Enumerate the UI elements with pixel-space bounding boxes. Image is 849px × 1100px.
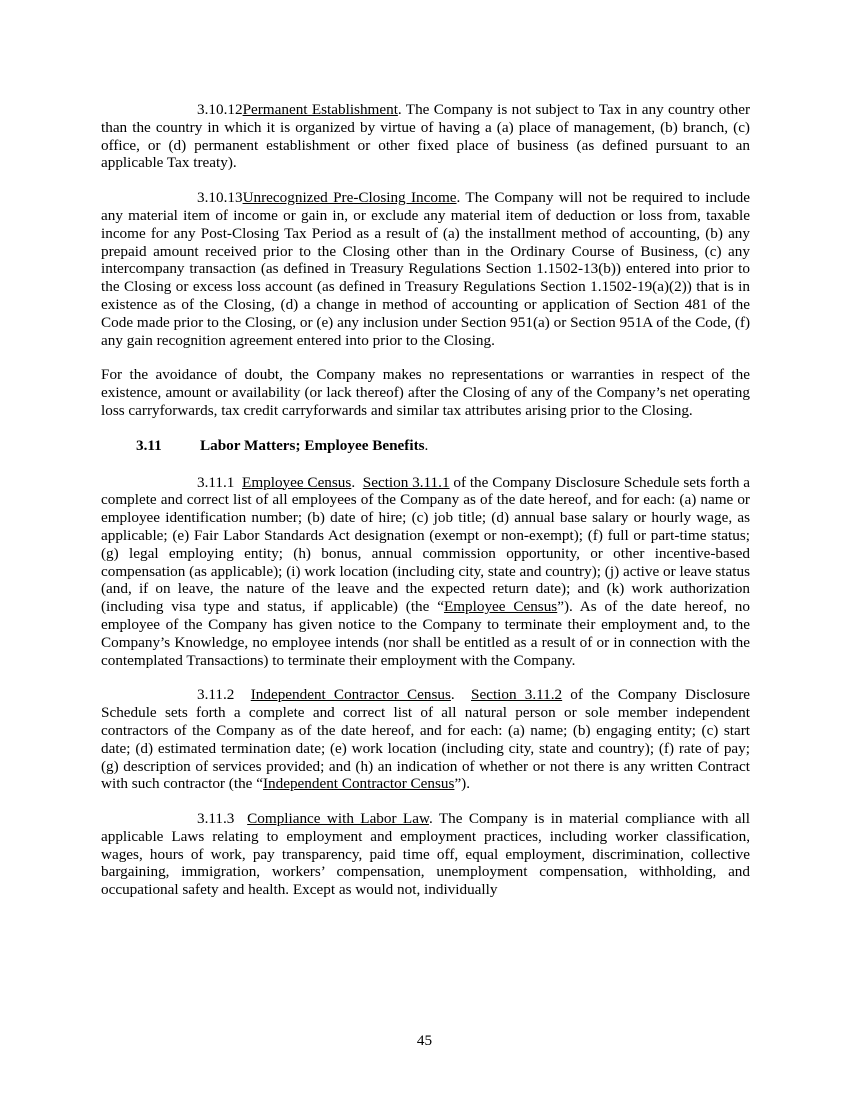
title-separator: . [450, 686, 472, 704]
section-number: 3.11.1 [197, 473, 243, 491]
schedule-reference: Section 3.11.1 [362, 473, 450, 491]
defined-term: Employee Census [443, 598, 558, 616]
section-title: Permanent Establishment [242, 101, 398, 118]
section-body-continued: ”). As of the date hereof, no employee of the Company has given notice to the Company to terminate their employment and, to the Company’s Knowledge, no employee intends (nor shall be entitled as a result of or in connection with the contemplated Transactions) to terminate their employment with the Company. [101, 598, 750, 669]
schedule-reference: Section 3.11.2 [471, 686, 563, 704]
section-title: Unrecognized Pre-Closing Income [242, 189, 457, 207]
section-body: of the Company Disclosure Schedule sets forth a complete and correct list of all natural person or sole member independent contractors of the Company as of the date hereof, and for each: (a) name; (b) engaging entity; (c) start date; (d) estimated termination date; (e) work location (including city, state and country); (f) rate of pay; (g) description of services provided; and (h) an indication of whether or not there is any written Contract with such contractor (the “ [101, 686, 750, 793]
section-title: Compliance with Labor Law [247, 810, 429, 828]
section-title: Labor Matters; Employee Benefits [200, 436, 425, 454]
document-page [101, 101, 750, 916]
section-3-10-12-paragraph [101, 101, 750, 172]
section-3-11-3-paragraph [101, 810, 750, 899]
section-body: . The Company is not subject to Tax in any country other than the country in which it is organized by virtue of having a (a) place of management, (b) branch, (c) office, or (d) permanent establishment or other fixed place of business (as defined pursuant to an applicable Tax treaty). [101, 101, 750, 172]
page-number: 45 [416, 1032, 433, 1049]
section-title: Employee Census [242, 473, 352, 491]
section-number: 3.10.12 [197, 101, 243, 118]
section-body: . The Company will not be required to include any material item of income or gain in, or exclude any material item of deduction or loss from, taxable income for any Post-Closing Tax Period as a result of (a) the installment method of accounting, (b) any prepaid amount received prior to the Closing other than in the Ordinary Course of Business, (c) any intercompany transaction (as defined in Treasury Regulations Section 1.1502-13(b)) entered into prior to the Closing or excess loss account (as defined in Treasury Regulations Section 1.1502-19(a)(2)) that is in existence as of the Closing, (d) a change in method of accounting or application of Section 481 of the Code made prior to the Closing, or (e) any inclusion under Section 951(a) or Section 951A of the Code, (f) any gain recognition agreement entered into prior to the Closing. [101, 189, 750, 349]
section-3-11-1-paragraph [101, 474, 750, 670]
section-3-11-heading [101, 437, 750, 455]
section-number: 3.11 [136, 436, 162, 454]
section-3-11-2-paragraph [101, 686, 750, 793]
section-number: 3.10.13 [197, 189, 243, 207]
section-number: 3.11.3 [197, 810, 248, 828]
section-title: Independent Contractor Census [250, 686, 451, 704]
heading-period: . [424, 436, 429, 454]
avoidance-of-doubt-paragraph: For the avoidance of doubt, the Company makes no representations or warranties in respect of the existence, amount or availability (or lack thereof) after the Closing of any of the Company’s net operating loss carryforwards, tax credit carryforwards and similar tax attributes arising prior to the Closing. [101, 366, 750, 419]
defined-term: Independent Contractor Census [262, 775, 455, 793]
section-body: of the Company Disclosure Schedule sets forth a complete and correct list of all employees of the Company as of the date hereof, and for each: (a) name or employee identification number; (b) date of hire; (c) job title; (d) annual base salary or hourly wage, as applicable; (e) Fair Labor Standards Act designation (exempt or non-exempt); (f) full or part-time status; (g) legal employing entity; (h) bonus, annual commission opportunity, or other incentive-based compensation (as applicable); (i) work location (including city, state and country); (j) active or leave status (and, if on leave, the nature of the leave and the expected return date); and (k) work authorization (including visa type and status, if applicable) (the “ [101, 473, 751, 616]
section-3-10-13-paragraph [101, 189, 750, 349]
section-number: 3.11.2 [197, 686, 251, 704]
section-body-continued: ”). [454, 775, 471, 793]
title-separator: . [351, 473, 363, 491]
section-body: . The Company is in material compliance with all applicable Laws relating to employment and employment practices, including worker classification, wages, hours of work, pay transparency, paid time off, equal employment, discrimination, collective bargaining, immigration, workers’ compensation, unemployment compensation, withholding, and occupational safety and health. Except as would not, individually [101, 810, 750, 899]
